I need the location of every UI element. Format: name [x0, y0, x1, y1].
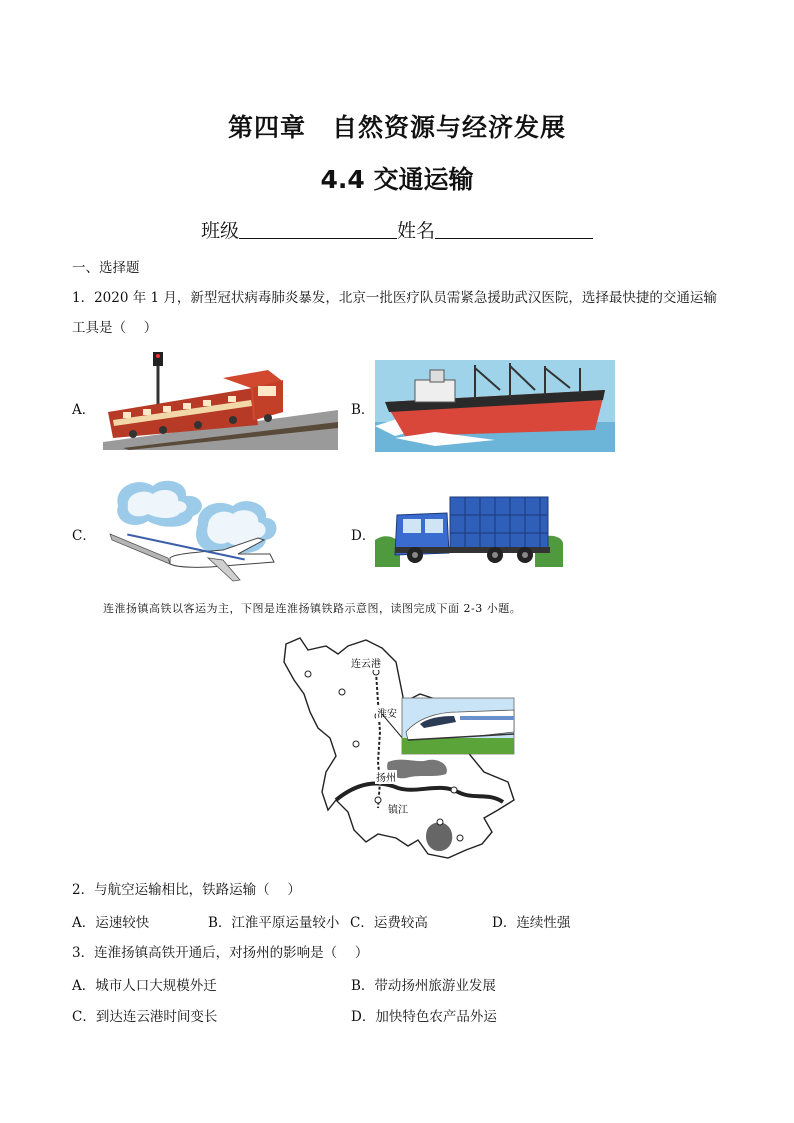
- q2-option-a[interactable]: A．运速较快: [72, 915, 150, 931]
- section-label: 一、选择题: [72, 260, 140, 276]
- class-blank[interactable]: [239, 220, 397, 239]
- q3-option-c[interactable]: C．到达连云港时间变长: [72, 1009, 218, 1025]
- q1-option-b-label[interactable]: B．: [351, 402, 375, 418]
- q2-option-b[interactable]: B．江淮平原运量较小: [208, 915, 340, 931]
- q1-option-d-label[interactable]: D．: [351, 528, 376, 544]
- q3-stem: 3．连淮扬镇高铁开通后，对扬州的影响是（ ）: [72, 945, 369, 961]
- class-label: 班级: [200, 220, 239, 242]
- name-label: 姓名: [397, 220, 436, 242]
- q2-option-c[interactable]: C．运费较高: [350, 915, 428, 931]
- q2-stem: 2．与航空运输相比，铁路运输（ ）: [72, 882, 301, 898]
- railway-map: [278, 632, 518, 868]
- city-label-lianyungang: 连云港: [351, 659, 381, 670]
- chapter-title: 第四章 自然资源与经济发展: [227, 113, 566, 142]
- q1-option-c-label[interactable]: C．: [72, 528, 96, 544]
- q3-option-d[interactable]: D．加快特色农产品外运: [351, 1009, 497, 1025]
- city-label-yangzhou: 扬州: [376, 773, 396, 784]
- ship-icon: [375, 360, 615, 452]
- city-label-huaian: 淮安: [377, 709, 397, 720]
- q3-option-a[interactable]: A．城市人口大规模外迁: [72, 978, 217, 994]
- q1-option-a-label[interactable]: A．: [72, 402, 96, 418]
- airplane-icon: [108, 476, 280, 591]
- lesson-title: 4.4 交通运输: [320, 165, 474, 194]
- q2-option-d[interactable]: D．连续性强: [492, 915, 571, 931]
- q1-stem-line2: 工具是（ ）: [72, 320, 158, 336]
- truck-icon: [375, 495, 563, 567]
- intro-text: 连淮扬镇高铁以客运为主，下图是连淮扬镇铁路示意图，读图完成下面 2-3 小题。: [103, 602, 522, 615]
- q3-option-b[interactable]: B．带动扬州旅游业发展: [351, 978, 496, 994]
- high-speed-train-icon: [402, 698, 514, 754]
- name-blank[interactable]: [435, 220, 593, 239]
- city-label-zhenjiang: 镇江: [388, 805, 408, 816]
- train-icon: [103, 350, 338, 450]
- lake-shape: [426, 822, 452, 851]
- student-info-line: [0, 216, 794, 243]
- q1-stem-line1: 1．2020 年 1 月，新型冠状病毒肺炎暴发，北京一批医疗队员需紧急援助武汉医院，选择最快捷的交通运输: [72, 290, 717, 306]
